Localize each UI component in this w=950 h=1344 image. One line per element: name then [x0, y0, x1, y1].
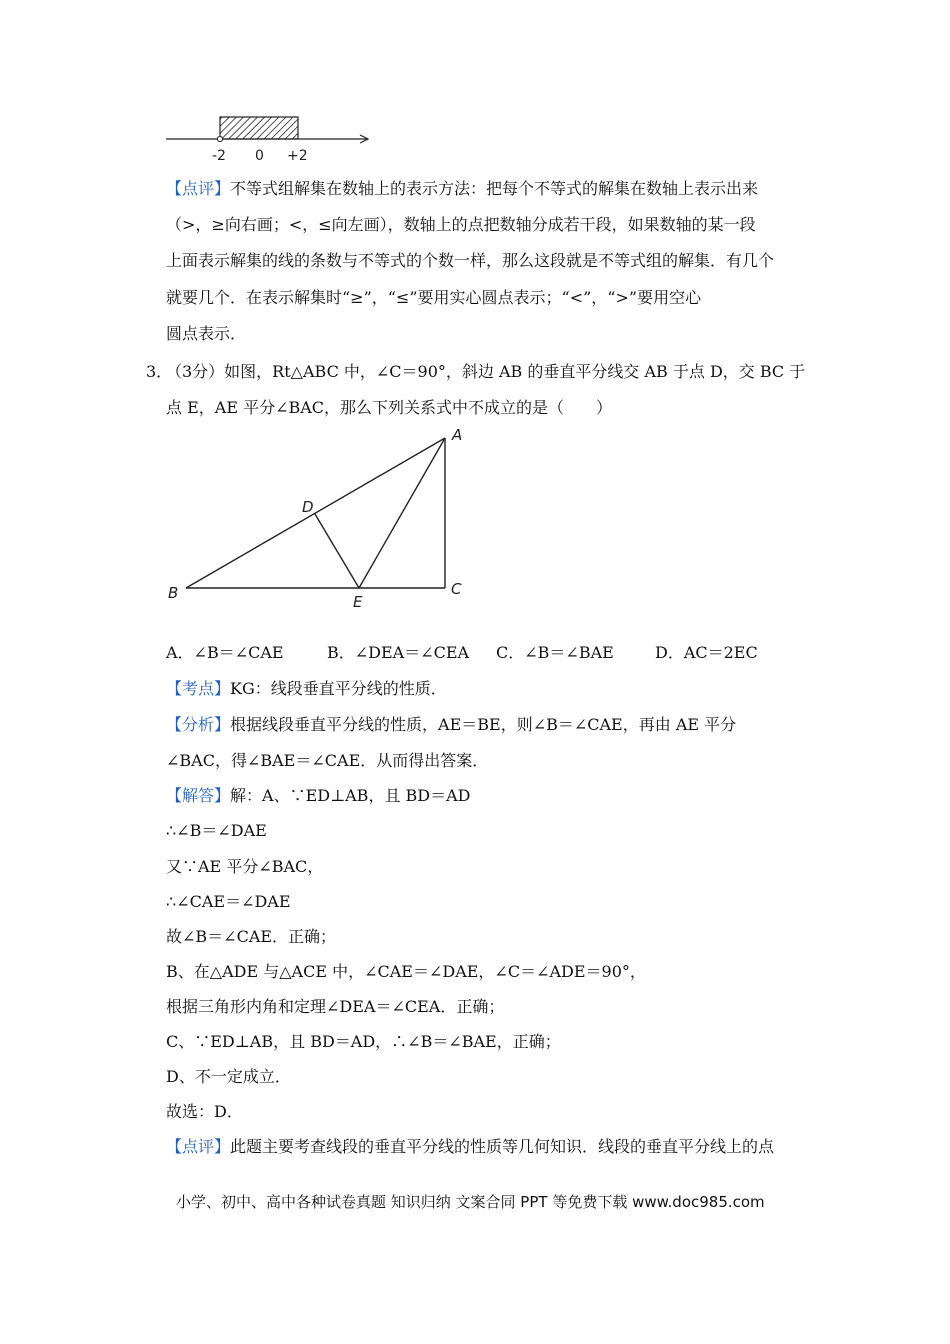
label-d: D [302, 498, 314, 516]
fenxi-line-1: 【分析】根据线段垂直平分线的性质，AE＝BE，则∠B＝∠CAE，再由 AE 平分 [166, 715, 737, 734]
jieda-line-2: ∴∠B＝∠DAE [166, 821, 267, 840]
question-line-1: （3分）如图，Rt△ABC 中，∠C＝90°，斜边 AB 的垂直平分线交 AB 于点 D，交 BC 于 [166, 362, 806, 381]
jieda-tag: 【解答】 [166, 786, 231, 805]
page-footer: 小学、初中、高中各种试卷真题 知识归纳 文案合同 PPT 等免费下载 www.doc985.com [176, 1193, 765, 1211]
review1-tag: 【点评】 [166, 179, 231, 198]
label-b: B [168, 584, 179, 602]
review2-tag: 【点评】 [166, 1137, 231, 1156]
label-e: E [353, 593, 363, 611]
jieda-line-9: D、不一定成立． [166, 1067, 291, 1086]
jieda-line-1: 【解答】解：A、∵ED⊥AB，且 BD＝AD [166, 786, 471, 805]
number-line-figure [160, 108, 390, 168]
triangle-figure [160, 424, 480, 614]
question-line-2: 点 E，AE 平分∠BAC，那么下列关系式中不成立的是（ ） [166, 398, 613, 417]
jieda-line-3: 又∵AE 平分∠BAC， [166, 857, 324, 876]
jieda-line-5: 故∠B＝∠CAE．正确； [166, 927, 337, 946]
jieda-line-6: B、在△ADE 与△ACE 中，∠CAE＝∠DAE，∠C＝∠ADE＝90°， [166, 962, 646, 981]
jieda-line-10: 故选：D． [166, 1102, 243, 1121]
jieda-line-7: 根据三角形内角和定理∠DEA＝∠CEA．正确； [166, 997, 505, 1016]
option-c: C．∠B＝∠BAE [496, 643, 614, 662]
review2-line: 【点评】此题主要考查线段的垂直平分线的性质等几何知识．线段的垂直平分线上的点 [166, 1137, 775, 1156]
jieda-line-4: ∴∠CAE＝∠DAE [166, 892, 291, 911]
solution-set-hatch [220, 117, 298, 139]
review1-line-5: 圆点表示． [166, 324, 247, 343]
open-point-minus-2 [217, 136, 222, 141]
question-number: 3． [146, 362, 173, 381]
tick-label-plus-2: +2 [287, 148, 308, 164]
segment-de [315, 514, 359, 588]
option-a: A．∠B＝∠CAE [166, 643, 284, 662]
fenxi-line-2: ∠BAC，得∠BAE＝∠CAE．从而得出答案． [166, 751, 489, 770]
review1-line-3: 上面表示解集的线的条数与不等式的个数一样，那么这段就是不等式组的解集．有几个 [166, 251, 775, 270]
label-c: C [451, 580, 462, 598]
option-b: B．∠DEA＝∠CEA [327, 643, 470, 662]
kaodian-line: 【考点】KG：线段垂直平分线的性质． [166, 679, 447, 698]
segment-ae [359, 438, 445, 588]
jieda-line-8: C、∵ED⊥AB，且 BD＝AD，∴∠B＝∠BAE，正确； [166, 1032, 561, 1051]
review1-line-4: 就要几个．在表示解集时“≥”，“≤”要用实心圆点表示；“<”，“>”要用空心 [166, 288, 702, 307]
review1-line-1: 【点评】不等式组解集在数轴上的表示方法：把每个不等式的解集在数轴上表示出来 [166, 179, 759, 198]
review1-line-2: （>，≥向右画；<，≤向左画），数轴上的点把数轴分成若干段，如果数轴的某一段 [166, 215, 756, 234]
label-a: A [452, 426, 463, 444]
fenxi-tag: 【分析】 [166, 715, 231, 734]
tick-label-minus-2: -2 [212, 148, 226, 164]
tick-label-0: 0 [255, 148, 264, 164]
side-ab [186, 438, 445, 588]
kaodian-tag: 【考点】 [166, 679, 231, 698]
option-d: D．AC＝2EC [655, 643, 758, 662]
